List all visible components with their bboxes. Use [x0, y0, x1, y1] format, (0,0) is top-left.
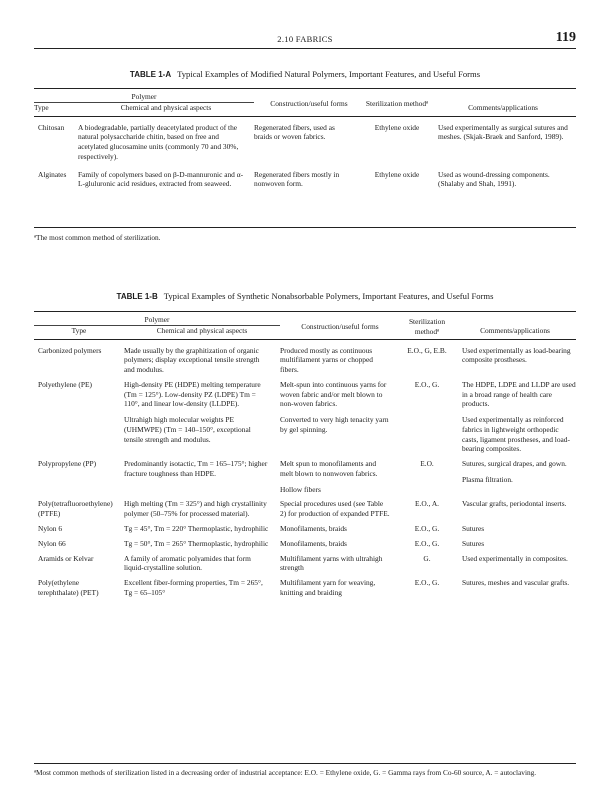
row-comments: [454, 454, 576, 494]
table-row: [34, 162, 576, 190]
row-construction-para: Multifilament yarns with ultrahigh strength: [280, 553, 383, 573]
row-sterilization: Ethylene oxide: [374, 169, 420, 179]
row-chem-para: Ultrahigh high molecular weights PE (UHMWPE) (Tm = 140–150°, exceptional tensile strength and modulus.: [124, 415, 251, 444]
row-construction: Regenerated fibers mostly in nonwoven form.: [254, 169, 340, 189]
row-sterilization: E.O., G, E.B.: [407, 345, 447, 355]
table-a-col-chem: Chemical and physical aspects: [78, 102, 254, 116]
table-row: [34, 534, 576, 549]
row-construction: [280, 339, 400, 375]
row-chem: [124, 339, 280, 375]
table-a-title: Typical Examples of Modified Natural Polymers, Important Features, and Useful Forms: [177, 69, 481, 79]
row-comments-para: Sutures: [462, 538, 485, 548]
row-comments: [454, 375, 576, 454]
table-a-footnote: ªThe most common method of sterilization.: [34, 233, 161, 242]
row-comments: [454, 519, 576, 534]
row-construction: [280, 375, 400, 454]
row-construction: Regenerated fibers, used as braids or woven fabrics.: [254, 122, 335, 142]
row-type: Poly(tetrafluoroethylene) (PTFE): [38, 499, 113, 519]
table-row: [34, 116, 576, 162]
table-b-group-header: Polymer: [144, 315, 170, 324]
row-type: Poly(ethylene terephthalate) (PET): [38, 578, 99, 597]
row-construction-para: Melt spun to monofilaments and melt blown to nonwoven fabrics.: [280, 459, 378, 478]
row-type: Aramids or Kelvar: [38, 553, 94, 563]
table-a-foot-rule: [34, 227, 576, 228]
row-chem: [124, 519, 280, 534]
row-chem-para: High-density PE (HDPE) melting temperature (Tm = 125°). Low-density PZ (LDPE) Tm = 110°, and linear low-density (LLDPE).: [124, 379, 261, 409]
row-comments-para: Vascular grafts, periodontal inserts.: [462, 499, 567, 509]
table-b-footnote: ªMost common methods of sterilization listed in a decreasing order of industrial acceptance: E.O. = Ethylene oxide, G. = Gamma rays from Co-60 source, A. = autoclaving.: [34, 768, 537, 777]
row-comments-para: Plasma filtration.: [462, 474, 513, 484]
row-comments-para: Sutures, meshes and vascular grafts.: [462, 578, 570, 588]
row-chem: A biodegradable, partially deacetylated product of the natural polysaccharide chitin, based on free and acetylated glucosamine units (commonly 70 and 30%, respectively).: [78, 122, 239, 161]
row-chem-para: Tg = 45°, Tm = 220° Thermoplastic, hydrophilic: [124, 524, 269, 534]
row-construction: [280, 549, 400, 574]
row-chem-para: Tg = 50°, Tm = 265° Thermoplastic, hydrophilic: [124, 538, 269, 548]
row-construction: [280, 519, 400, 534]
table-b-caption: [34, 291, 576, 301]
table-a-col-comments: Comments/applications: [468, 102, 538, 112]
table-a-col-type: Type: [34, 102, 78, 116]
row-construction-para: Melt-spun into continuous yarns for woven fabric and/or melt blown to non-woven fabrics.: [280, 379, 387, 409]
row-sterilization: E.O., G.: [414, 524, 440, 534]
table-a-label: TABLE 1-A: [129, 70, 172, 79]
table-b-col-sterilization: Sterilization methodª: [408, 317, 446, 336]
row-comments-para: Sutures, surgical drapes, and gown.: [462, 459, 567, 469]
row-type: Alginates: [38, 169, 67, 179]
table-row: [34, 573, 576, 598]
table-a-caption: [34, 69, 576, 79]
row-comments: [454, 534, 576, 549]
row-comments: [454, 494, 576, 519]
table-b-foot-rule: [34, 763, 576, 764]
table-row: [34, 519, 576, 534]
table-row: [34, 494, 576, 519]
row-sterilization: E.O.: [420, 459, 434, 469]
row-construction-para: Converted to very high tenacity yarn by gel spinning.: [280, 415, 389, 434]
row-chem-para: Excellent fiber-forming properties, Tm = 265°, Tg = 65–105°: [124, 578, 263, 597]
table-row: [34, 549, 576, 574]
row-comments: [454, 573, 576, 598]
row-construction-para: Hollow fibers: [280, 484, 321, 494]
table-row: [34, 375, 576, 454]
row-type: Chitosan: [38, 122, 65, 132]
table-a-group-header: Polymer: [131, 92, 157, 101]
table-a: [34, 88, 576, 189]
row-sterilization: Ethylene oxide: [374, 122, 420, 132]
row-chem: [124, 375, 280, 454]
row-type: Polypropylene (PP): [38, 459, 97, 469]
row-chem-para: Predominantly isotactic, Tm = 165–175°; higher fracture toughness than HDPE.: [124, 459, 268, 478]
row-comments: Used as wound-dressing components. (Shalaby and Shah, 1991).: [438, 169, 550, 189]
row-type: Carbonized polymers: [38, 345, 102, 355]
table-b-col-construction: Construction/useful forms: [301, 321, 379, 331]
row-construction: [280, 573, 400, 598]
row-chem-para: Made usually by the graphitization of organic polymers; display exceptional tensile strength and modulus.: [124, 345, 260, 375]
row-chem: [124, 573, 280, 598]
row-chem: [124, 534, 280, 549]
row-construction-para: Special procedures used (see Table 2) for production of expanded PTFE.: [280, 499, 390, 519]
row-comments-para: Sutures: [462, 524, 485, 534]
row-construction-para: Monofilaments, braids: [280, 538, 347, 548]
row-sterilization: E.O., G.: [414, 538, 440, 548]
row-chem: [124, 549, 280, 574]
row-construction: [280, 534, 400, 549]
row-sterilization: E.O., G.: [414, 379, 440, 389]
row-construction-para: Multifilament yarn for weaving, knitting and braiding: [280, 578, 376, 597]
row-sterilization: E.O., A.: [414, 499, 440, 509]
row-chem: [124, 454, 280, 494]
table-b-col-type: Type: [34, 325, 124, 339]
row-type: Nylon 66: [38, 538, 66, 548]
running-header: [34, 30, 576, 49]
table-b-label: TABLE 1-B: [116, 292, 158, 301]
row-chem: Family of copolymers based on β-D-mannuronic and α-L-gluluronic acid residues, extracted from seaweed.: [78, 169, 244, 189]
table-b-col-chem: Chemical and physical aspects: [124, 325, 280, 339]
row-chem: [124, 494, 280, 519]
row-comments-para: Used experimentally in composites.: [462, 553, 568, 563]
table-row: [34, 339, 576, 375]
row-comments-para: Used experimentally as load-bearing composite prostheses.: [462, 345, 571, 365]
row-comments-para: Used experimentally as reinforced fabrics in lightweight orthopedic casts, ligament prostheses, and load-bearing composites.: [462, 415, 570, 454]
row-comments: [454, 339, 576, 375]
row-comments-para: The HDPE, LDPE and LLDP are used in a broad range of health care products.: [462, 379, 576, 409]
row-type: Nylon 6: [38, 524, 63, 534]
table-a-col-construction: Construction/useful forms: [270, 98, 348, 108]
row-sterilization: G.: [423, 553, 431, 563]
table-b-col-comments: Comments/applications: [480, 325, 550, 335]
row-type: Polyethylene (PE): [38, 379, 92, 389]
row-chem-para: A family of aromatic polyamides that form liquid-crystalline solution.: [124, 553, 251, 573]
row-construction: [280, 494, 400, 519]
table-row: [34, 454, 576, 494]
row-construction-para: Monofilaments, braids: [280, 524, 347, 534]
section-title: 2.10 FABRICS: [277, 34, 333, 44]
table-b: [34, 311, 576, 598]
table-a-col-sterilization: Sterilization methodª: [365, 98, 429, 108]
row-sterilization: E.O., G.: [414, 578, 440, 588]
row-construction-para: Produced mostly as continuous multifilament yarns or chopped fibers.: [280, 345, 373, 375]
page-number: 119: [555, 30, 576, 45]
table-b-title: Typical Examples of Synthetic Nonabsorbable Polymers, Important Features, and Useful Forms: [163, 291, 494, 301]
row-comments: Used experimentally as surgical sutures and meshes. (Skjak-Braek and Sanford, 1989).: [438, 122, 568, 142]
row-construction: [280, 454, 400, 494]
row-chem-para: High melting (Tm = 325°) and high crystallinity polymer (50–75% for processed material).: [124, 499, 267, 519]
row-comments: [454, 549, 576, 574]
